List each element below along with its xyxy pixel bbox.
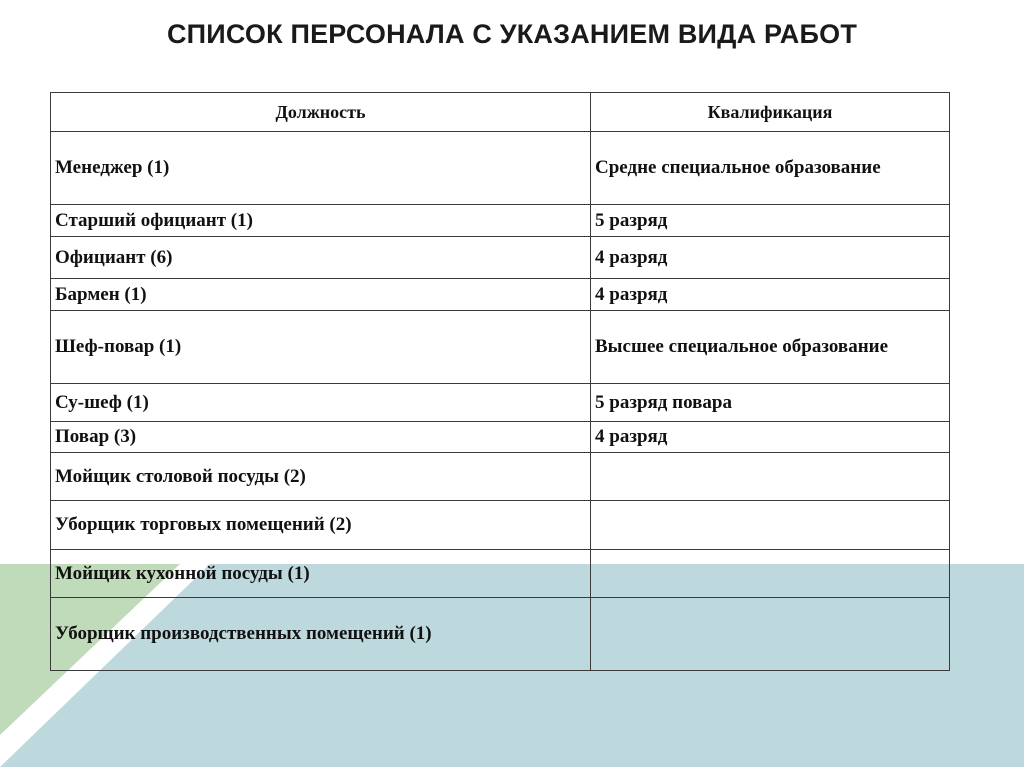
- header-qualification: Квалификация: [591, 93, 950, 132]
- position-cell: Мойщик столовой посуды (2): [51, 453, 591, 501]
- table-row: [51, 384, 950, 422]
- position-cell: Шеф-повар (1): [51, 311, 591, 384]
- table-header-row: [51, 93, 950, 132]
- staff-table: [50, 92, 950, 671]
- qualification-cell: 4 разряд: [591, 422, 950, 453]
- table-row: [51, 453, 950, 501]
- page-title: СПИСОК ПЕРСОНАЛА С УКАЗАНИЕМ ВИДА РАБОТ: [166, 19, 858, 49]
- qualification-cell: Высшее специальное образование: [591, 311, 950, 384]
- table-row: [51, 132, 950, 205]
- table-row: [51, 205, 950, 237]
- qualification-cell: [591, 453, 950, 501]
- qualification-cell: 5 разряд повара: [591, 384, 950, 422]
- table-row: [51, 311, 950, 384]
- qualification-cell: Средне специальное образование: [591, 132, 950, 205]
- table-row: [51, 279, 950, 311]
- position-cell: Мойщик кухонной посуды (1): [51, 550, 591, 598]
- position-cell: Бармен (1): [51, 279, 591, 311]
- position-cell: Су-шеф (1): [51, 384, 591, 422]
- qualification-cell: [591, 550, 950, 598]
- qualification-cell: 4 разряд: [591, 279, 950, 311]
- position-cell: Уборщик производственных помещений (1): [51, 598, 591, 671]
- table-row: [51, 422, 950, 453]
- table-row: [51, 237, 950, 279]
- position-cell: Старший официант (1): [51, 205, 591, 237]
- table-row: [51, 598, 950, 671]
- position-cell: Официант (6): [51, 237, 591, 279]
- position-cell: Менеджер (1): [51, 132, 591, 205]
- qualification-cell: [591, 501, 950, 550]
- position-cell: Уборщик торговых помещений (2): [51, 501, 591, 550]
- header-position: Должность: [51, 93, 591, 132]
- table-row: [51, 501, 950, 550]
- qualification-cell: 4 разряд: [591, 237, 950, 279]
- table-row: [51, 550, 950, 598]
- qualification-cell: 5 разряд: [591, 205, 950, 237]
- qualification-cell: [591, 598, 950, 671]
- position-cell: Повар (3): [51, 422, 591, 453]
